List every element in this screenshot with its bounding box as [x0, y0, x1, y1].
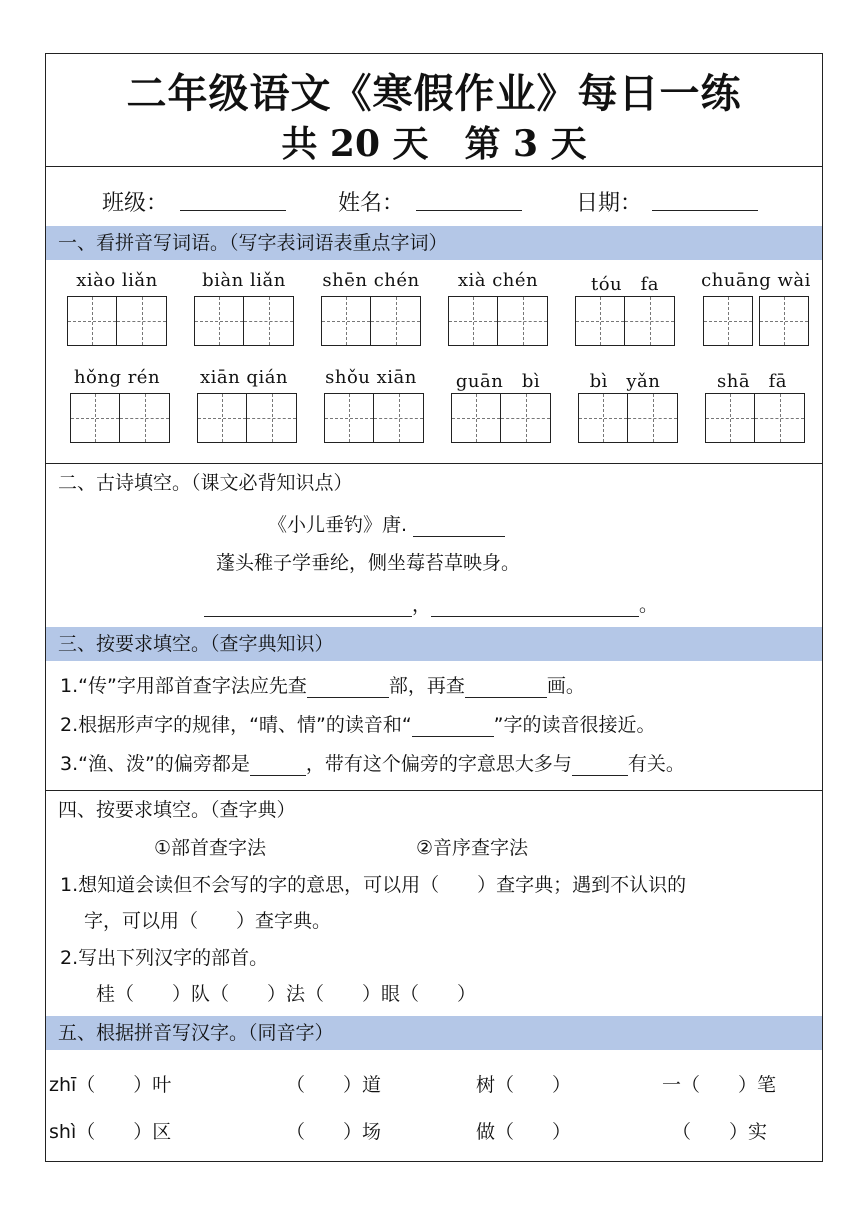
char-box[interactable]: [451, 393, 501, 443]
pinyin: biàn liǎn: [202, 270, 286, 291]
char-box[interactable]: [117, 296, 167, 346]
section3-title: 三、按要求填空。（查字典知识）: [46, 627, 822, 661]
worksheet-subtitle: 共 20 天 第 3 天: [281, 123, 587, 165]
pinyin-item: [443, 270, 553, 346]
char-box[interactable]: [703, 296, 753, 346]
char-box[interactable]: [755, 393, 805, 443]
worksheet-title: 二年级语文《寒假作业》每日一练: [126, 70, 742, 117]
char-box[interactable]: [70, 393, 120, 443]
pinyin-item: [62, 367, 172, 443]
pinyin: hǒng rén: [73, 367, 161, 388]
q1-text: 画。: [546, 675, 585, 697]
char-box[interactable]: [578, 393, 628, 443]
q3-text: ，带有这个偏旁的字意思大多与: [305, 753, 572, 775]
q2-text: ”字的读音很接近。: [493, 714, 656, 736]
name-field[interactable]: [416, 186, 522, 211]
divider: [46, 463, 822, 464]
option-1: ①部首查字法: [154, 837, 267, 859]
pinyin: xià chén: [457, 270, 539, 291]
poem-blank-2[interactable]: [431, 596, 639, 617]
pinyin-item: [189, 367, 299, 443]
q2-text: 2.根据形声字的规律，“晴、情”的读音和“: [60, 714, 412, 736]
pinyin: bì yǎn: [589, 371, 661, 392]
pinyin: tóu fa: [590, 274, 660, 295]
pinyin-item: [316, 270, 426, 346]
stroke-blank[interactable]: [465, 677, 547, 698]
q1-text: 部，再查: [388, 675, 465, 697]
divider: [46, 166, 822, 167]
char-box[interactable]: [498, 296, 548, 346]
pinyin: xiān qián: [199, 367, 289, 388]
char-box[interactable]: [120, 393, 170, 443]
homophone-item: （ ）道: [286, 1074, 382, 1096]
homophone-item: 做（ ）: [476, 1121, 572, 1143]
radical-blank[interactable]: [307, 677, 389, 698]
char-box[interactable]: [244, 296, 294, 346]
section1-title: 一、看拼音写词语。（写字表词语表重点字词）: [46, 226, 822, 260]
s4-question-2: 2.写出下列汉字的部首。: [60, 947, 269, 969]
s4-question-1b: 字，可以用（ ）查字典。: [84, 910, 332, 932]
pinyin-item: [697, 367, 807, 443]
pinyin-item: [570, 367, 680, 443]
char-box[interactable]: [759, 296, 809, 346]
char-box[interactable]: [197, 393, 247, 443]
section5-title: 五、根据拼音写汉字。（同音字）: [46, 1016, 822, 1050]
char-box[interactable]: [194, 296, 244, 346]
homophone-item: （ ）场: [286, 1121, 382, 1143]
date-field[interactable]: [652, 186, 758, 211]
homophone-item: 一（ ）笔: [662, 1074, 777, 1096]
s3-question-3: [60, 749, 685, 776]
s4-radical-items: 桂（ ）队（ ）法（ ）眼（ ）: [96, 983, 477, 1005]
poet-blank[interactable]: [413, 516, 505, 537]
char-box[interactable]: [371, 296, 421, 346]
pinyin-item: [62, 270, 172, 346]
period: 。: [639, 594, 659, 616]
class-field[interactable]: [180, 186, 286, 211]
pinyin: xiào liǎn: [76, 270, 158, 291]
homophone-item: zhī（ ）叶: [49, 1074, 172, 1096]
pinyin-item: [701, 270, 811, 346]
name-label: 姓名：: [338, 191, 405, 216]
pinyin: guān bì: [455, 371, 541, 392]
char-box[interactable]: [247, 393, 297, 443]
pinyin: shǒu xiān: [325, 367, 417, 388]
option-2: ②音序查字法: [416, 837, 529, 859]
poem-blank-1[interactable]: [204, 596, 412, 617]
s4-question-1a: 1.想知道会读但不会写的字的意思，可以用（ ）查字典；遇到不认识的: [60, 874, 687, 896]
comma: ，: [412, 594, 432, 616]
char-box[interactable]: [374, 393, 424, 443]
s3-question-2: [60, 710, 656, 737]
worksheet: [45, 53, 823, 1162]
char-blank[interactable]: [412, 716, 494, 737]
char-box[interactable]: [448, 296, 498, 346]
pinyin-item: [443, 367, 553, 443]
poem-line1: 蓬头稚子学垂纶，侧坐莓苔草映身。: [216, 552, 521, 574]
char-box[interactable]: [575, 296, 625, 346]
pinyin: shā fā: [717, 371, 787, 392]
char-box[interactable]: [67, 296, 117, 346]
s3-question-1: [60, 671, 585, 698]
class-label: 班级：: [102, 191, 169, 216]
section4-title: 四、按要求填空。（查字典）: [58, 799, 296, 821]
pinyin: chuāng wài: [701, 270, 811, 291]
char-box[interactable]: [321, 296, 371, 346]
homophone-item: （ ）实: [672, 1121, 768, 1143]
pinyin-item: [189, 270, 299, 346]
q1-text: 1.“传”字用部首查字法应先查: [60, 675, 307, 697]
poem-title: [268, 510, 505, 537]
pinyin: shēn chén: [322, 270, 420, 291]
q3-text: 有关。: [627, 753, 685, 775]
poem-line2: [204, 590, 658, 617]
char-box[interactable]: [705, 393, 755, 443]
char-box[interactable]: [628, 393, 678, 443]
pinyin-item: [316, 367, 426, 443]
homophone-item: 树（ ）: [476, 1074, 572, 1096]
date-label: 日期：: [576, 191, 643, 216]
section2-title: 二、古诗填空。（课文必背知识点）: [58, 472, 353, 494]
divider: [46, 790, 822, 791]
radical-name-blank[interactable]: [250, 755, 306, 776]
homophone-item: shì（ ）区: [49, 1121, 172, 1143]
char-box[interactable]: [625, 296, 675, 346]
char-box[interactable]: [324, 393, 374, 443]
meaning-blank[interactable]: [572, 755, 628, 776]
pinyin-item: [570, 270, 680, 346]
q3-text: 3.“渔、泼”的偏旁都是: [60, 753, 250, 775]
poem-title-text: 《小儿垂钓》唐.: [268, 514, 408, 536]
char-box[interactable]: [501, 393, 551, 443]
